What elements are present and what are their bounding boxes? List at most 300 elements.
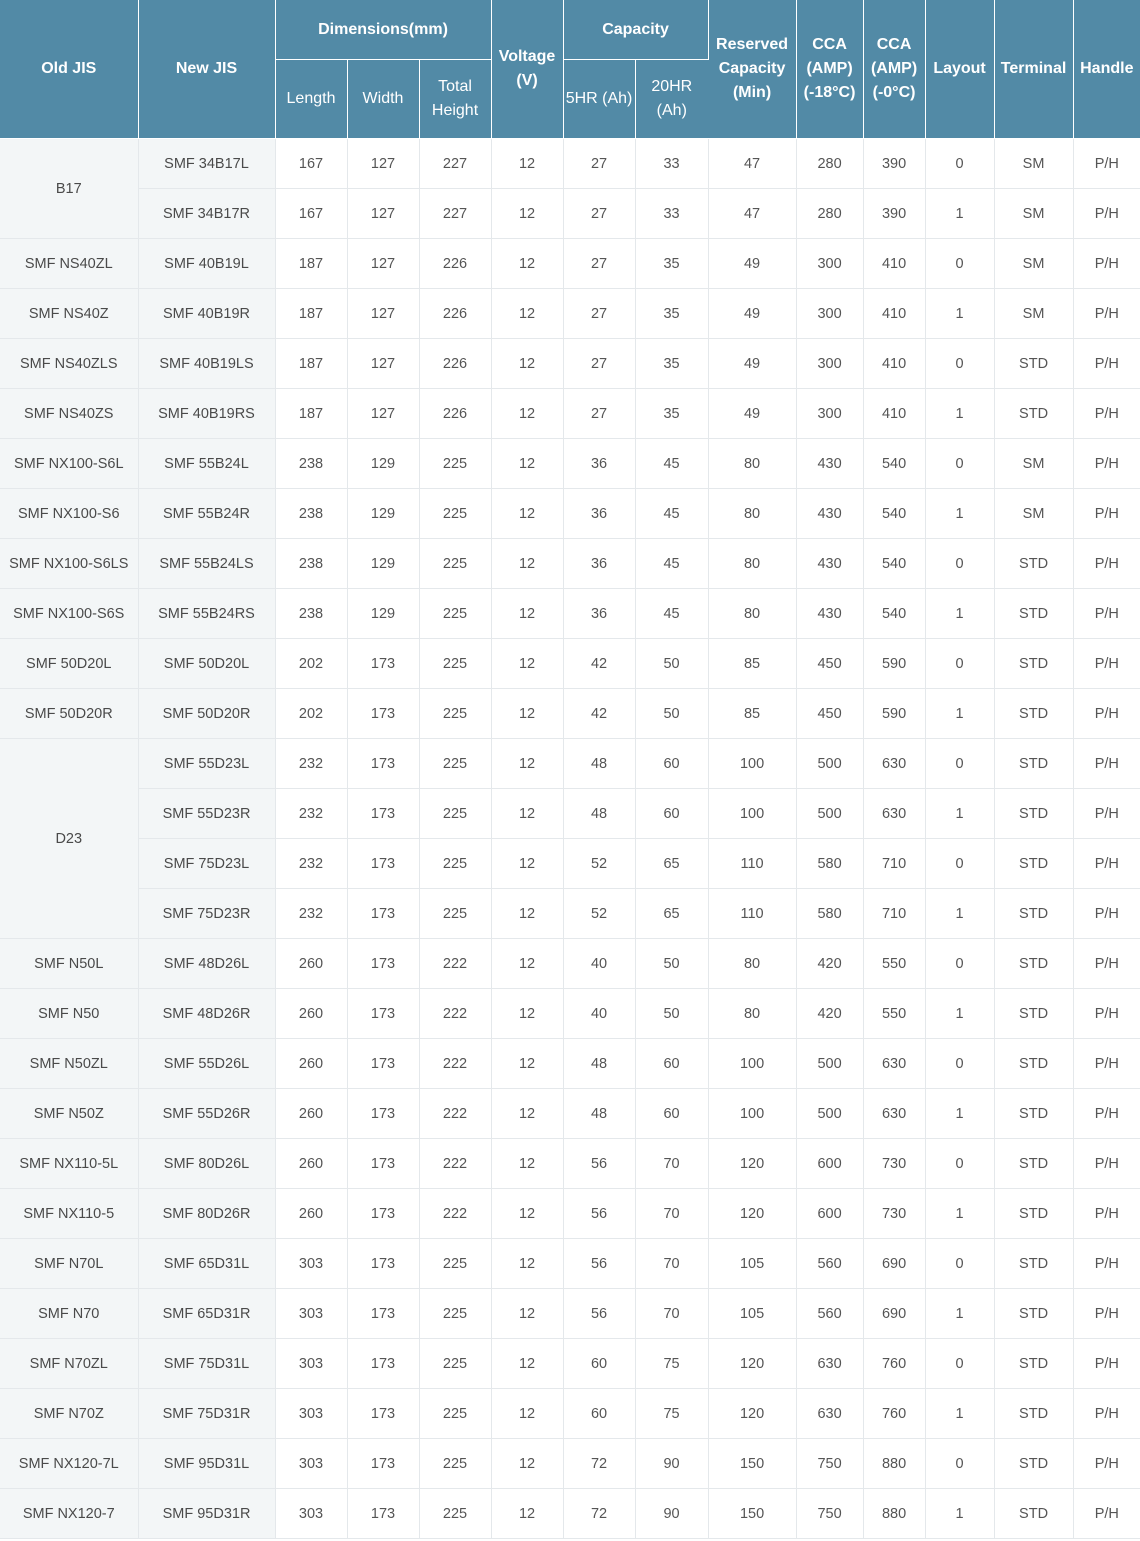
cell-reserved-capacity: 110	[708, 839, 796, 889]
cell-capacity-5hr: 42	[563, 689, 635, 739]
header-capacity: Capacity	[563, 0, 708, 60]
cell-capacity-5hr: 27	[563, 239, 635, 289]
cell-capacity-20hr: 60	[635, 789, 708, 839]
cell-cca-minus18: 430	[796, 489, 863, 539]
cell-total-height: 225	[419, 589, 491, 639]
cell-layout: 0	[925, 1139, 994, 1189]
cell-total-height: 225	[419, 889, 491, 939]
cell-cca-minus18: 560	[796, 1289, 863, 1339]
cell-new-jis: SMF 80D26R	[138, 1189, 275, 1239]
cell-cca-0: 410	[863, 289, 925, 339]
cell-voltage: 12	[491, 139, 563, 189]
cell-cca-minus18: 630	[796, 1389, 863, 1439]
cell-layout: 0	[925, 539, 994, 589]
cell-total-height: 222	[419, 989, 491, 1039]
cell-handle: P/H	[1073, 239, 1140, 289]
cell-width: 173	[347, 889, 419, 939]
table-row	[0, 139, 1140, 189]
cell-cca-0: 690	[863, 1239, 925, 1289]
cell-capacity-5hr: 60	[563, 1339, 635, 1389]
cell-terminal: STD	[994, 339, 1073, 389]
cell-capacity-5hr: 60	[563, 1389, 635, 1439]
cell-voltage: 12	[491, 739, 563, 789]
cell-terminal: STD	[994, 989, 1073, 1039]
header-cca-0: CCA (AMP) (-0°C)	[863, 0, 925, 139]
cell-capacity-5hr: 27	[563, 289, 635, 339]
cell-handle: P/H	[1073, 1039, 1140, 1089]
cell-layout: 1	[925, 889, 994, 939]
cell-voltage: 12	[491, 1239, 563, 1289]
cell-cca-minus18: 600	[796, 1139, 863, 1189]
cell-capacity-20hr: 50	[635, 939, 708, 989]
cell-handle: P/H	[1073, 939, 1140, 989]
cell-total-height: 225	[419, 839, 491, 889]
table-row	[0, 1439, 1140, 1489]
cell-layout: 1	[925, 289, 994, 339]
cell-length: 303	[275, 1339, 347, 1389]
cell-total-height: 225	[419, 689, 491, 739]
cell-old-jis: SMF NX100-S6L	[0, 439, 138, 489]
cell-capacity-5hr: 48	[563, 789, 635, 839]
cell-reserved-capacity: 120	[708, 1139, 796, 1189]
cell-new-jis: SMF 55B24L	[138, 439, 275, 489]
cell-width: 129	[347, 489, 419, 539]
cell-voltage: 12	[491, 689, 563, 739]
cell-terminal: STD	[994, 389, 1073, 439]
cell-old-jis: SMF NS40ZS	[0, 389, 138, 439]
cell-cca-minus18: 280	[796, 189, 863, 239]
cell-layout: 0	[925, 1039, 994, 1089]
cell-cca-minus18: 430	[796, 589, 863, 639]
cell-cca-minus18: 430	[796, 539, 863, 589]
cell-terminal: SM	[994, 139, 1073, 189]
cell-capacity-20hr: 50	[635, 989, 708, 1039]
cell-length: 232	[275, 889, 347, 939]
cell-old-jis: SMF 50D20R	[0, 689, 138, 739]
cell-cca-minus18: 300	[796, 239, 863, 289]
cell-old-jis: SMF N50L	[0, 939, 138, 989]
cell-total-height: 222	[419, 1039, 491, 1089]
cell-cca-minus18: 580	[796, 839, 863, 889]
cell-cca-minus18: 450	[796, 689, 863, 739]
cell-length: 238	[275, 439, 347, 489]
table-row	[0, 439, 1140, 489]
cell-layout: 1	[925, 789, 994, 839]
cell-capacity-20hr: 33	[635, 189, 708, 239]
cell-new-jis: SMF 55B24RS	[138, 589, 275, 639]
cell-terminal: SM	[994, 439, 1073, 489]
cell-width: 173	[347, 689, 419, 739]
cell-total-height: 222	[419, 1139, 491, 1189]
cell-new-jis: SMF 50D20L	[138, 639, 275, 689]
cell-width: 173	[347, 1489, 419, 1539]
cell-new-jis: SMF 95D31L	[138, 1439, 275, 1489]
cell-handle: P/H	[1073, 339, 1140, 389]
cell-width: 127	[347, 339, 419, 389]
cell-reserved-capacity: 100	[708, 789, 796, 839]
cell-new-jis: SMF 48D26R	[138, 989, 275, 1039]
cell-capacity-20hr: 35	[635, 339, 708, 389]
cell-handle: P/H	[1073, 589, 1140, 639]
cell-cca-minus18: 300	[796, 289, 863, 339]
cell-handle: P/H	[1073, 1189, 1140, 1239]
cell-capacity-5hr: 48	[563, 739, 635, 789]
cell-cca-minus18: 750	[796, 1489, 863, 1539]
cell-capacity-20hr: 45	[635, 589, 708, 639]
cell-length: 303	[275, 1389, 347, 1439]
cell-reserved-capacity: 100	[708, 739, 796, 789]
cell-old-jis: B17	[0, 139, 138, 239]
cell-handle: P/H	[1073, 1489, 1140, 1539]
cell-terminal: STD	[994, 1039, 1073, 1089]
cell-width: 173	[347, 1189, 419, 1239]
cell-terminal: STD	[994, 689, 1073, 739]
header-handle: Handle	[1073, 0, 1140, 139]
cell-cca-0: 690	[863, 1289, 925, 1339]
cell-cca-minus18: 500	[796, 739, 863, 789]
cell-width: 129	[347, 589, 419, 639]
cell-width: 127	[347, 289, 419, 339]
header-length: Length	[275, 60, 347, 139]
cell-terminal: STD	[994, 589, 1073, 639]
cell-length: 238	[275, 589, 347, 639]
cell-length: 238	[275, 539, 347, 589]
cell-handle: P/H	[1073, 489, 1140, 539]
cell-cca-0: 540	[863, 539, 925, 589]
cell-capacity-20hr: 70	[635, 1139, 708, 1189]
table-header	[0, 0, 1140, 139]
cell-width: 173	[347, 1089, 419, 1139]
cell-new-jis: SMF 50D20R	[138, 689, 275, 739]
cell-terminal: STD	[994, 539, 1073, 589]
cell-voltage: 12	[491, 989, 563, 1039]
cell-handle: P/H	[1073, 189, 1140, 239]
cell-old-jis: SMF N50Z	[0, 1089, 138, 1139]
cell-terminal: STD	[994, 789, 1073, 839]
cell-voltage: 12	[491, 1489, 563, 1539]
cell-old-jis: SMF N50ZL	[0, 1039, 138, 1089]
cell-reserved-capacity: 49	[708, 339, 796, 389]
cell-old-jis: D23	[0, 739, 138, 939]
cell-layout: 1	[925, 689, 994, 739]
cell-reserved-capacity: 47	[708, 139, 796, 189]
table-row	[0, 539, 1140, 589]
cell-width: 127	[347, 139, 419, 189]
cell-cca-minus18: 580	[796, 889, 863, 939]
cell-capacity-20hr: 65	[635, 839, 708, 889]
cell-voltage: 12	[491, 439, 563, 489]
cell-total-height: 225	[419, 739, 491, 789]
cell-old-jis: SMF NX120-7	[0, 1489, 138, 1539]
cell-length: 260	[275, 1089, 347, 1139]
table-row	[0, 639, 1140, 689]
cell-handle: P/H	[1073, 389, 1140, 439]
cell-cca-0: 880	[863, 1489, 925, 1539]
cell-cca-0: 630	[863, 739, 925, 789]
cell-reserved-capacity: 110	[708, 889, 796, 939]
cell-length: 303	[275, 1489, 347, 1539]
cell-new-jis: SMF 55D26R	[138, 1089, 275, 1139]
cell-terminal: STD	[994, 1489, 1073, 1539]
cell-cca-0: 630	[863, 1089, 925, 1139]
table-row	[0, 1389, 1140, 1439]
cell-terminal: STD	[994, 1239, 1073, 1289]
cell-length: 202	[275, 689, 347, 739]
cell-reserved-capacity: 80	[708, 989, 796, 1039]
cell-cca-0: 540	[863, 589, 925, 639]
cell-cca-0: 590	[863, 689, 925, 739]
cell-width: 129	[347, 539, 419, 589]
cell-total-height: 225	[419, 1339, 491, 1389]
cell-cca-minus18: 630	[796, 1339, 863, 1389]
cell-capacity-5hr: 27	[563, 389, 635, 439]
cell-cca-0: 540	[863, 439, 925, 489]
cell-new-jis: SMF 40B19L	[138, 239, 275, 289]
cell-length: 232	[275, 839, 347, 889]
cell-layout: 0	[925, 739, 994, 789]
cell-old-jis: SMF N70ZL	[0, 1339, 138, 1389]
cell-capacity-20hr: 60	[635, 1089, 708, 1139]
cell-layout: 1	[925, 589, 994, 639]
cell-handle: P/H	[1073, 689, 1140, 739]
cell-terminal: SM	[994, 239, 1073, 289]
cell-total-height: 225	[419, 1489, 491, 1539]
cell-reserved-capacity: 80	[708, 589, 796, 639]
table-row	[0, 289, 1140, 339]
cell-handle: P/H	[1073, 889, 1140, 939]
cell-length: 303	[275, 1289, 347, 1339]
cell-voltage: 12	[491, 1389, 563, 1439]
cell-handle: P/H	[1073, 839, 1140, 889]
cell-cca-0: 410	[863, 389, 925, 439]
cell-old-jis: SMF NS40Z	[0, 289, 138, 339]
cell-new-jis: SMF 34B17L	[138, 139, 275, 189]
cell-old-jis: SMF NX120-7L	[0, 1439, 138, 1489]
cell-cca-0: 630	[863, 1039, 925, 1089]
cell-terminal: STD	[994, 1189, 1073, 1239]
cell-length: 232	[275, 789, 347, 839]
cell-cca-minus18: 300	[796, 339, 863, 389]
cell-capacity-5hr: 56	[563, 1139, 635, 1189]
table-row	[0, 789, 1140, 839]
cell-total-height: 226	[419, 389, 491, 439]
cell-capacity-20hr: 75	[635, 1389, 708, 1439]
table-row	[0, 189, 1140, 239]
cell-cca-0: 710	[863, 839, 925, 889]
cell-cca-0: 730	[863, 1139, 925, 1189]
cell-terminal: STD	[994, 1389, 1073, 1439]
cell-total-height: 225	[419, 1389, 491, 1439]
cell-capacity-5hr: 72	[563, 1439, 635, 1489]
header-5hr: 5HR (Ah)	[563, 60, 635, 139]
cell-old-jis: SMF N70L	[0, 1239, 138, 1289]
cell-voltage: 12	[491, 489, 563, 539]
cell-reserved-capacity: 85	[708, 689, 796, 739]
cell-new-jis: SMF 75D23R	[138, 889, 275, 939]
table-row	[0, 939, 1140, 989]
cell-voltage: 12	[491, 1289, 563, 1339]
cell-total-height: 225	[419, 489, 491, 539]
cell-new-jis: SMF 48D26L	[138, 939, 275, 989]
cell-layout: 0	[925, 1439, 994, 1489]
cell-width: 173	[347, 1389, 419, 1439]
cell-new-jis: SMF 55B24R	[138, 489, 275, 539]
cell-layout: 1	[925, 1189, 994, 1239]
cell-capacity-5hr: 27	[563, 189, 635, 239]
cell-voltage: 12	[491, 289, 563, 339]
cell-capacity-20hr: 60	[635, 739, 708, 789]
cell-old-jis: SMF NX100-S6	[0, 489, 138, 539]
header-terminal: Terminal	[994, 0, 1073, 139]
header-width: Width	[347, 60, 419, 139]
cell-total-height: 222	[419, 939, 491, 989]
cell-cca-0: 540	[863, 489, 925, 539]
cell-reserved-capacity: 80	[708, 489, 796, 539]
cell-layout: 0	[925, 1339, 994, 1389]
cell-layout: 1	[925, 189, 994, 239]
cell-voltage: 12	[491, 939, 563, 989]
cell-total-height: 225	[419, 789, 491, 839]
cell-length: 187	[275, 239, 347, 289]
cell-layout: 1	[925, 1489, 994, 1539]
cell-width: 173	[347, 939, 419, 989]
cell-handle: P/H	[1073, 739, 1140, 789]
cell-terminal: STD	[994, 1089, 1073, 1139]
cell-cca-minus18: 300	[796, 389, 863, 439]
cell-layout: 0	[925, 839, 994, 889]
cell-cca-minus18: 430	[796, 439, 863, 489]
table-row	[0, 989, 1140, 1039]
cell-handle: P/H	[1073, 1089, 1140, 1139]
cell-voltage: 12	[491, 389, 563, 439]
cell-voltage: 12	[491, 1139, 563, 1189]
cell-new-jis: SMF 75D23L	[138, 839, 275, 889]
cell-cca-0: 550	[863, 939, 925, 989]
cell-terminal: STD	[994, 1289, 1073, 1339]
cell-cca-minus18: 280	[796, 139, 863, 189]
table-row	[0, 589, 1140, 639]
header-dimensions: Dimensions(mm)	[275, 0, 491, 60]
cell-terminal: STD	[994, 739, 1073, 789]
cell-capacity-5hr: 48	[563, 1089, 635, 1139]
cell-handle: P/H	[1073, 1339, 1140, 1389]
cell-reserved-capacity: 80	[708, 539, 796, 589]
cell-handle: P/H	[1073, 1389, 1140, 1439]
cell-voltage: 12	[491, 889, 563, 939]
cell-handle: P/H	[1073, 1239, 1140, 1289]
cell-total-height: 225	[419, 539, 491, 589]
cell-capacity-20hr: 45	[635, 539, 708, 589]
cell-capacity-5hr: 48	[563, 1039, 635, 1089]
cell-total-height: 225	[419, 1439, 491, 1489]
cell-width: 173	[347, 739, 419, 789]
cell-handle: P/H	[1073, 1289, 1140, 1339]
cell-terminal: SM	[994, 489, 1073, 539]
cell-old-jis: SMF NX100-S6S	[0, 589, 138, 639]
cell-total-height: 222	[419, 1189, 491, 1239]
cell-capacity-5hr: 56	[563, 1239, 635, 1289]
cell-cca-minus18: 420	[796, 989, 863, 1039]
cell-capacity-5hr: 27	[563, 339, 635, 389]
table-row	[0, 689, 1140, 739]
cell-reserved-capacity: 105	[708, 1289, 796, 1339]
table-row	[0, 489, 1140, 539]
cell-width: 127	[347, 239, 419, 289]
cell-voltage: 12	[491, 1189, 563, 1239]
cell-voltage: 12	[491, 789, 563, 839]
cell-length: 232	[275, 739, 347, 789]
cell-cca-0: 590	[863, 639, 925, 689]
cell-length: 260	[275, 939, 347, 989]
cell-length: 202	[275, 639, 347, 689]
cell-capacity-5hr: 56	[563, 1289, 635, 1339]
cell-width: 173	[347, 1239, 419, 1289]
cell-old-jis: SMF NX100-S6LS	[0, 539, 138, 589]
cell-handle: P/H	[1073, 1439, 1140, 1489]
cell-handle: P/H	[1073, 1139, 1140, 1189]
cell-reserved-capacity: 120	[708, 1389, 796, 1439]
cell-handle: P/H	[1073, 539, 1140, 589]
cell-old-jis: SMF N50	[0, 989, 138, 1039]
cell-voltage: 12	[491, 639, 563, 689]
cell-new-jis: SMF 55D23R	[138, 789, 275, 839]
cell-total-height: 226	[419, 289, 491, 339]
cell-old-jis: SMF N70Z	[0, 1389, 138, 1439]
cell-total-height: 226	[419, 239, 491, 289]
cell-capacity-20hr: 50	[635, 639, 708, 689]
cell-voltage: 12	[491, 589, 563, 639]
cell-cca-0: 410	[863, 239, 925, 289]
cell-terminal: STD	[994, 889, 1073, 939]
cell-width: 173	[347, 1289, 419, 1339]
cell-length: 303	[275, 1439, 347, 1489]
cell-width: 173	[347, 789, 419, 839]
cell-length: 260	[275, 989, 347, 1039]
cell-terminal: STD	[994, 1439, 1073, 1489]
cell-old-jis: SMF NS40ZLS	[0, 339, 138, 389]
cell-terminal: STD	[994, 939, 1073, 989]
cell-voltage: 12	[491, 189, 563, 239]
cell-layout: 1	[925, 989, 994, 1039]
table-body	[0, 139, 1140, 1539]
cell-capacity-20hr: 33	[635, 139, 708, 189]
cell-old-jis: SMF 50D20L	[0, 639, 138, 689]
cell-capacity-5hr: 36	[563, 589, 635, 639]
cell-width: 173	[347, 1139, 419, 1189]
cell-reserved-capacity: 150	[708, 1489, 796, 1539]
cell-old-jis: SMF N70	[0, 1289, 138, 1339]
cell-reserved-capacity: 49	[708, 239, 796, 289]
cell-capacity-20hr: 70	[635, 1189, 708, 1239]
cell-capacity-20hr: 45	[635, 439, 708, 489]
cell-cca-minus18: 750	[796, 1439, 863, 1489]
cell-layout: 0	[925, 339, 994, 389]
cell-layout: 0	[925, 1239, 994, 1289]
cell-handle: P/H	[1073, 439, 1140, 489]
cell-old-jis: SMF NS40ZL	[0, 239, 138, 289]
cell-capacity-20hr: 35	[635, 389, 708, 439]
header-voltage: Voltage (V)	[491, 0, 563, 139]
cell-cca-0: 880	[863, 1439, 925, 1489]
cell-total-height: 225	[419, 639, 491, 689]
cell-cca-0: 630	[863, 789, 925, 839]
cell-layout: 0	[925, 239, 994, 289]
cell-capacity-20hr: 50	[635, 689, 708, 739]
table-row	[0, 1089, 1140, 1139]
cell-cca-0: 730	[863, 1189, 925, 1239]
cell-capacity-20hr: 70	[635, 1289, 708, 1339]
cell-voltage: 12	[491, 239, 563, 289]
